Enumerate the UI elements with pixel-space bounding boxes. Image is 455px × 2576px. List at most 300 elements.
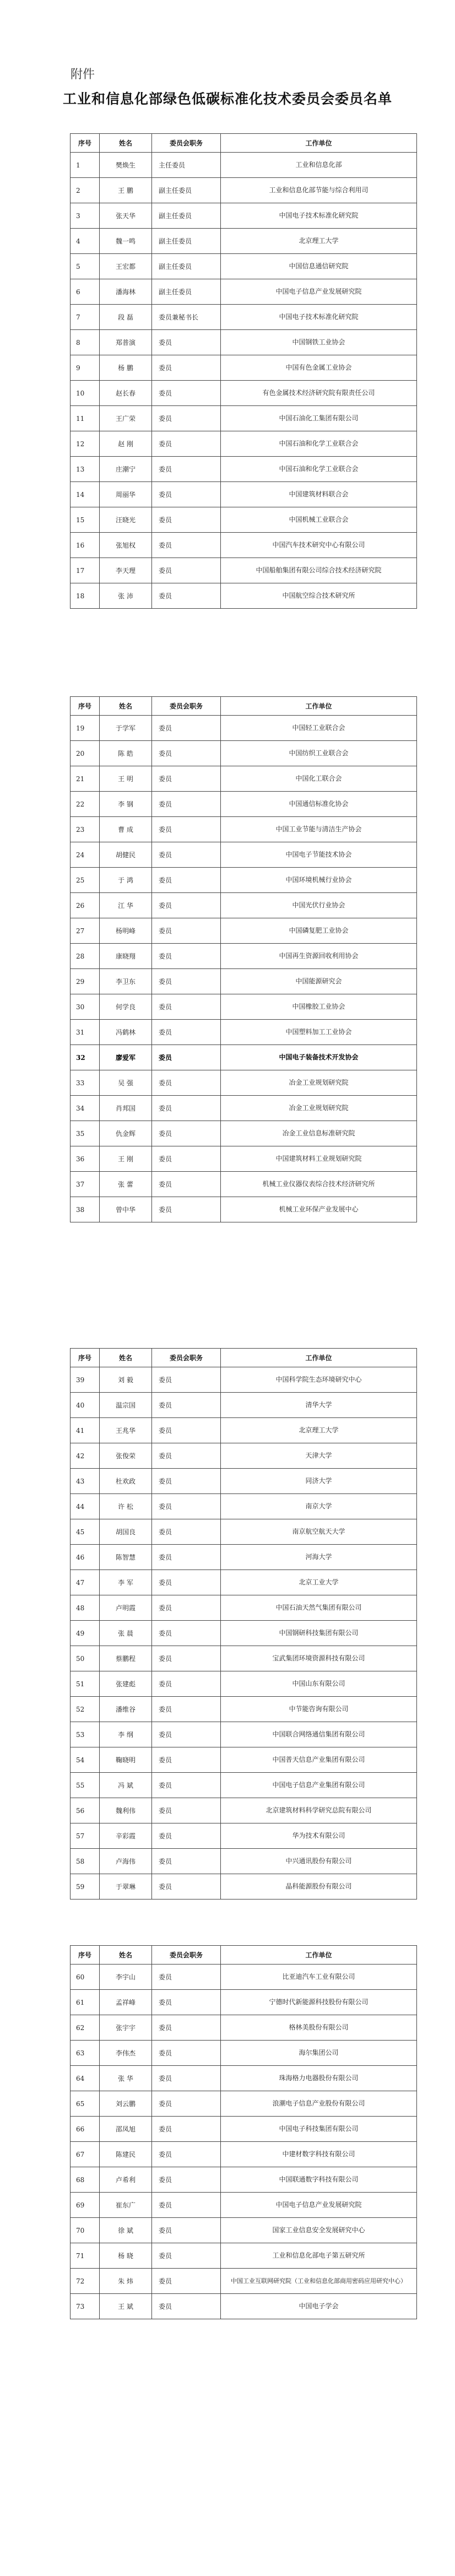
table-row [71,2218,417,2243]
cell-role: 委员 [152,716,221,741]
cell-name: 曹 成 [100,817,152,842]
cell-role: 委员 [152,1798,221,1823]
column-header-role: 委员会职务 [152,134,221,153]
cell-name: 郑普演 [100,330,152,355]
table-row [71,1494,417,1519]
cell-unit: 中国普天信息产业集团有限公司 [221,1747,417,1773]
cell-unit: 机械工业环保产业发展中心 [221,1197,417,1222]
cell-name: 周丽华 [100,482,152,507]
table-row [71,1469,417,1494]
cell-unit: 中国化工联合会 [221,766,417,792]
cell-role: 副主任委员 [152,178,221,203]
cell-unit: 北京建筑材料科学研究总院有限公司 [221,1798,417,1823]
cell-no: 10 [71,381,100,406]
cell-unit: 宝武集团环境资源科技有限公司 [221,1646,417,1671]
cell-name: 曾中华 [100,1197,152,1222]
cell-role: 委员 [152,766,221,792]
table-row [71,1747,417,1773]
table-body [71,1367,417,1899]
cell-name: 潘维谷 [100,1697,152,1722]
cell-unit: 中建材数字科技有限公司 [221,2142,417,2167]
cell-no: 73 [71,2294,100,2319]
cell-no: 72 [71,2269,100,2294]
column-header-no: 序号 [71,134,100,153]
table-row [71,1367,417,1393]
table-row [71,741,417,766]
table-row [71,2243,417,2269]
cell-unit: 机械工业仪器仪表综合技术经济研究所 [221,1172,417,1197]
cell-unit: 中国纺织工业联合会 [221,741,417,766]
table-row [71,355,417,381]
cell-role: 委员 [152,457,221,482]
cell-no: 16 [71,533,100,558]
cell-role: 委员 [152,1070,221,1096]
cell-unit: 工业和信息化部 [221,153,417,178]
cell-name: 李 钢 [100,792,152,817]
column-header-unit: 工作单位 [221,697,417,716]
cell-unit: 中国电子科技集团有限公司 [221,2117,417,2142]
cell-no: 36 [71,1146,100,1172]
cell-no: 2 [71,178,100,203]
table-row [71,1990,417,2015]
cell-role: 委员 [152,507,221,533]
table-row [71,918,417,944]
cell-name: 邵凤旭 [100,2117,152,2142]
cell-unit: 中国联通数字科技有限公司 [221,2167,417,2193]
cell-unit: 中国电子信息产业集团有限公司 [221,1773,417,1798]
cell-no: 34 [71,1096,100,1121]
cell-name: 孟祥峰 [100,1990,152,2015]
cell-role: 委员 [152,2142,221,2167]
cell-role: 委员 [152,355,221,381]
table-row [71,868,417,893]
cell-role: 委员 [152,330,221,355]
cell-no: 19 [71,716,100,741]
cell-unit: 中国石油和化学工业联合会 [221,431,417,457]
cell-role: 委员 [152,2015,221,2041]
cell-unit: 中国石油和化学工业联合会 [221,457,417,482]
cell-no: 68 [71,2167,100,2193]
cell-unit: 中国山东有限公司 [221,1671,417,1697]
cell-no: 23 [71,817,100,842]
table-body [71,716,417,1222]
table-row [71,792,417,817]
table-row [71,2193,417,2218]
cell-no: 21 [71,766,100,792]
table-header-row [71,697,417,716]
cell-unit: 中国建筑材料联合会 [221,482,417,507]
cell-unit: 河海大学 [221,1545,417,1570]
cell-no: 4 [71,229,100,254]
cell-unit: 中国电子学会 [221,2294,417,2319]
cell-unit: 中国石油化工集团有限公司 [221,406,417,431]
table-row [71,716,417,741]
cell-role: 副主任委员 [152,254,221,279]
table-row [71,1146,417,1172]
cell-role: 委员 [152,918,221,944]
table-row [71,1595,417,1621]
table-row [71,842,417,868]
cell-unit: 中国联合网络通信集团有限公司 [221,1722,417,1747]
cell-role: 委员 [152,1469,221,1494]
table-row [71,2066,417,2091]
table-row [71,229,417,254]
cell-role: 委员 [152,1722,221,1747]
cell-role: 委员 [152,1747,221,1773]
table-row [71,1798,417,1823]
cell-name: 刘云鹏 [100,2091,152,2117]
table-row [71,969,417,994]
cell-name: 张天华 [100,203,152,229]
cell-no: 14 [71,482,100,507]
cell-unit: 中国科学院生态环境研究中心 [221,1367,417,1393]
cell-role: 委员 [152,1965,221,1990]
cell-name: 康晓翔 [100,944,152,969]
cell-unit: 中国电子节能技术协会 [221,842,417,868]
column-header-unit: 工作单位 [221,1946,417,1965]
cell-role: 委员 [152,2117,221,2142]
cell-no: 61 [71,1990,100,2015]
table-row [71,2269,417,2294]
cell-name: 卢海伟 [100,1849,152,1874]
cell-name: 张 晨 [100,1621,152,1646]
cell-unit: 中国钢研科技集团有限公司 [221,1621,417,1646]
cell-name: 赵长春 [100,381,152,406]
cell-name: 李 纲 [100,1722,152,1747]
cell-name: 张建彪 [100,1671,152,1697]
cell-unit: 冶金工业规划研究院 [221,1070,417,1096]
cell-unit: 天津大学 [221,1443,417,1469]
cell-unit: 中兴通讯股份有限公司 [221,1849,417,1874]
table-header-row [71,1946,417,1965]
cell-role: 委员 [152,1697,221,1722]
cell-unit: 中国电子装备技术开发协会 [221,1045,417,1070]
table-row [71,944,417,969]
cell-name: 温宗国 [100,1393,152,1418]
table-body [71,153,417,609]
document-title: 工业和信息化部绿色低碳标准化技术委员会委员名单 [62,91,392,107]
cell-role: 委员 [152,2041,221,2066]
cell-role: 委员 [152,2269,221,2294]
cell-name: 冯鹤林 [100,1020,152,1045]
cell-no: 5 [71,254,100,279]
cell-role: 委员 [152,2167,221,2193]
column-header-unit: 工作单位 [221,1349,417,1367]
cell-name: 胡健民 [100,842,152,868]
cell-role: 委员 [152,2066,221,2091]
cell-role: 副主任委员 [152,203,221,229]
table-row [71,1443,417,1469]
table-row [71,1545,417,1570]
cell-no: 50 [71,1646,100,1671]
cell-unit: 中国塑料加工工业协会 [221,1020,417,1045]
attachment-label: 附件 [71,68,95,82]
table-row [71,2117,417,2142]
cell-no: 47 [71,1570,100,1595]
cell-no: 55 [71,1773,100,1798]
cell-role: 委员 [152,2243,221,2269]
table-row [71,1096,417,1121]
cell-no: 51 [71,1671,100,1697]
cell-unit: 北京工业大学 [221,1570,417,1595]
cell-no: 24 [71,842,100,868]
cell-role: 委员 [152,1443,221,1469]
cell-no: 69 [71,2193,100,2218]
cell-unit: 中国工业互联网研究院（工业和信息化部商用密码应用研究中心） [221,2269,417,2294]
table-row [71,1393,417,1418]
table-row [71,279,417,305]
cell-name: 李卫东 [100,969,152,994]
table-row [71,766,417,792]
cell-no: 25 [71,868,100,893]
cell-unit: 国家工业信息安全发展研究中心 [221,2218,417,2243]
cell-role: 副主任委员 [152,279,221,305]
column-header-no: 序号 [71,1946,100,1965]
cell-name: 张 沛 [100,583,152,609]
table-row [71,1646,417,1671]
cell-name: 于 鸿 [100,868,152,893]
cell-name: 肖邦国 [100,1096,152,1121]
cell-name: 许 松 [100,1494,152,1519]
cell-name: 王 明 [100,766,152,792]
cell-no: 40 [71,1393,100,1418]
cell-unit: 中国再生资源回收利用协会 [221,944,417,969]
column-header-role: 委员会职务 [152,697,221,716]
cell-name: 冯 斌 [100,1773,152,1798]
cell-no: 70 [71,2218,100,2243]
cell-unit: 中节能咨询有限公司 [221,1697,417,1722]
cell-no: 64 [71,2066,100,2091]
cell-role: 委员 [152,1646,221,1671]
cell-name: 陈 皓 [100,741,152,766]
table-row [71,381,417,406]
cell-no: 13 [71,457,100,482]
cell-role: 委员 [152,944,221,969]
table-row [71,1070,417,1096]
cell-no: 31 [71,1020,100,1045]
cell-no: 37 [71,1172,100,1197]
cell-name: 张旭权 [100,533,152,558]
cell-unit: 海尔集团公司 [221,2041,417,2066]
cell-no: 49 [71,1621,100,1646]
cell-role: 委员 [152,994,221,1020]
cell-role: 委员 [152,1990,221,2015]
cell-unit: 中国电子信息产业发展研究院 [221,2193,417,2218]
cell-role: 委员 [152,431,221,457]
column-header-unit: 工作单位 [221,134,417,153]
cell-no: 12 [71,431,100,457]
cell-name: 于翠琳 [100,1874,152,1899]
column-header-name: 姓名 [100,1349,152,1367]
cell-unit: 中国通信标准化协会 [221,792,417,817]
cell-no: 11 [71,406,100,431]
cell-no: 46 [71,1545,100,1570]
cell-unit: 比亚迪汽车工业有限公司 [221,1965,417,1990]
cell-no: 38 [71,1197,100,1222]
cell-name: 杨明峰 [100,918,152,944]
cell-no: 17 [71,558,100,583]
cell-unit: 南京航空航天大学 [221,1519,417,1545]
cell-unit: 中国能源研究会 [221,969,417,994]
cell-role: 主任委员 [152,153,221,178]
cell-unit: 南京大学 [221,1494,417,1519]
cell-no: 41 [71,1418,100,1443]
cell-name: 魏一鸣 [100,229,152,254]
cell-role: 委员 [152,1773,221,1798]
cell-name: 陈智慧 [100,1545,152,1570]
column-header-name: 姓名 [100,134,152,153]
cell-no: 39 [71,1367,100,1393]
table-row [71,178,417,203]
cell-unit: 清华大学 [221,1393,417,1418]
cell-no: 30 [71,994,100,1020]
cell-unit: 工业和信息化部电子第五研究所 [221,2243,417,2269]
cell-no: 26 [71,893,100,918]
table-body [71,1965,417,2319]
table-row [71,203,417,229]
cell-name: 仇金辉 [100,1121,152,1146]
cell-no: 60 [71,1965,100,1990]
cell-name: 庄潮宁 [100,457,152,482]
cell-unit: 中国机械工业联合会 [221,507,417,533]
cell-role: 委员 [152,2091,221,2117]
table-row [71,1874,417,1899]
cell-unit: 中国光伏行业协会 [221,893,417,918]
cell-role: 委员 [152,1121,221,1146]
table-row [71,1045,417,1070]
cell-role: 委员 [152,1570,221,1595]
table-row [71,431,417,457]
cell-name: 李 军 [100,1570,152,1595]
cell-role: 委员 [152,1823,221,1849]
cell-role: 委员 [152,1146,221,1172]
cell-no: 65 [71,2091,100,2117]
cell-name: 潘海林 [100,279,152,305]
cell-name: 杨 鹏 [100,355,152,381]
member-table-page-3 [70,1348,417,1899]
table-row [71,1570,417,1595]
cell-role: 委员 [152,842,221,868]
cell-unit: 中国信息通信研究院 [221,254,417,279]
member-table-page-4 [70,1945,417,2319]
cell-name: 杨 晓 [100,2243,152,2269]
cell-role: 委员 [152,1418,221,1443]
cell-unit: 冶金工业信息标准研究院 [221,1121,417,1146]
cell-no: 62 [71,2015,100,2041]
cell-unit: 晶科能源股份有限公司 [221,1874,417,1899]
cell-unit: 中国石油天然气集团有限公司 [221,1595,417,1621]
member-table-page-2 [70,696,417,1222]
cell-unit: 北京理工大学 [221,229,417,254]
table-row [71,1671,417,1697]
cell-no: 9 [71,355,100,381]
cell-no: 52 [71,1697,100,1722]
table-row [71,2041,417,2066]
cell-name: 胡国良 [100,1519,152,1545]
cell-name: 卢希利 [100,2167,152,2193]
cell-name: 樊焕生 [100,153,152,178]
cell-unit: 浪潮电子信息产业股份有限公司 [221,2091,417,2117]
table-row [71,482,417,507]
cell-no: 27 [71,918,100,944]
table-row [71,533,417,558]
cell-no: 8 [71,330,100,355]
cell-no: 44 [71,1494,100,1519]
cell-role: 委员 [152,1545,221,1570]
cell-no: 67 [71,2142,100,2167]
cell-name: 张宇宇 [100,2015,152,2041]
cell-unit: 中国有色金属工业协会 [221,355,417,381]
cell-role: 委员 [152,406,221,431]
cell-role: 委员 [152,533,221,558]
cell-name: 于学军 [100,716,152,741]
cell-name: 江 华 [100,893,152,918]
table-row [71,330,417,355]
cell-name: 何学良 [100,994,152,1020]
cell-role: 委员 [152,1172,221,1197]
cell-no: 58 [71,1849,100,1874]
cell-role: 委员 [152,1874,221,1899]
cell-no: 20 [71,741,100,766]
cell-no: 7 [71,305,100,330]
cell-role: 委员 [152,792,221,817]
cell-name: 卢明霞 [100,1595,152,1621]
cell-unit: 中国电子技术标准化研究院 [221,305,417,330]
table-row [71,507,417,533]
cell-unit: 中国电子技术标准化研究院 [221,203,417,229]
cell-name: 张 华 [100,2066,152,2091]
cell-name: 李宇山 [100,1965,152,1990]
cell-no: 45 [71,1519,100,1545]
table-row [71,1965,417,1990]
cell-role: 委员 [152,1367,221,1393]
cell-no: 53 [71,1722,100,1747]
cell-role: 委员 [152,1020,221,1045]
cell-unit: 中国电子信息产业发展研究院 [221,279,417,305]
cell-unit: 有色金属技术经济研究院有限责任公司 [221,381,417,406]
cell-no: 71 [71,2243,100,2269]
cell-name: 吴 强 [100,1070,152,1096]
table-row [71,1849,417,1874]
cell-name: 王宏都 [100,254,152,279]
cell-no: 29 [71,969,100,994]
table-row [71,1197,417,1222]
cell-unit: 中国建筑材料工业规划研究院 [221,1146,417,1172]
cell-unit: 中国轻工业联合会 [221,716,417,741]
cell-unit: 中国航空综合技术研究所 [221,583,417,609]
table-row [71,1697,417,1722]
cell-role: 委员 [152,1595,221,1621]
table-row [71,817,417,842]
cell-no: 43 [71,1469,100,1494]
table-row [71,1621,417,1646]
cell-name: 崔东广 [100,2193,152,2218]
cell-name: 李伟杰 [100,2041,152,2066]
column-header-name: 姓名 [100,697,152,716]
cell-role: 委员 [152,741,221,766]
cell-name: 王 鹏 [100,178,152,203]
cell-unit: 中国船舶集团有限公司综合技术经济研究院 [221,558,417,583]
cell-no: 22 [71,792,100,817]
table-row [71,1519,417,1545]
cell-role: 委员 [152,558,221,583]
cell-role: 委员 [152,2218,221,2243]
cell-name: 赵 刚 [100,431,152,457]
cell-no: 54 [71,1747,100,1773]
cell-no: 3 [71,203,100,229]
cell-unit: 冶金工业规划研究院 [221,1096,417,1121]
table-row [71,2015,417,2041]
